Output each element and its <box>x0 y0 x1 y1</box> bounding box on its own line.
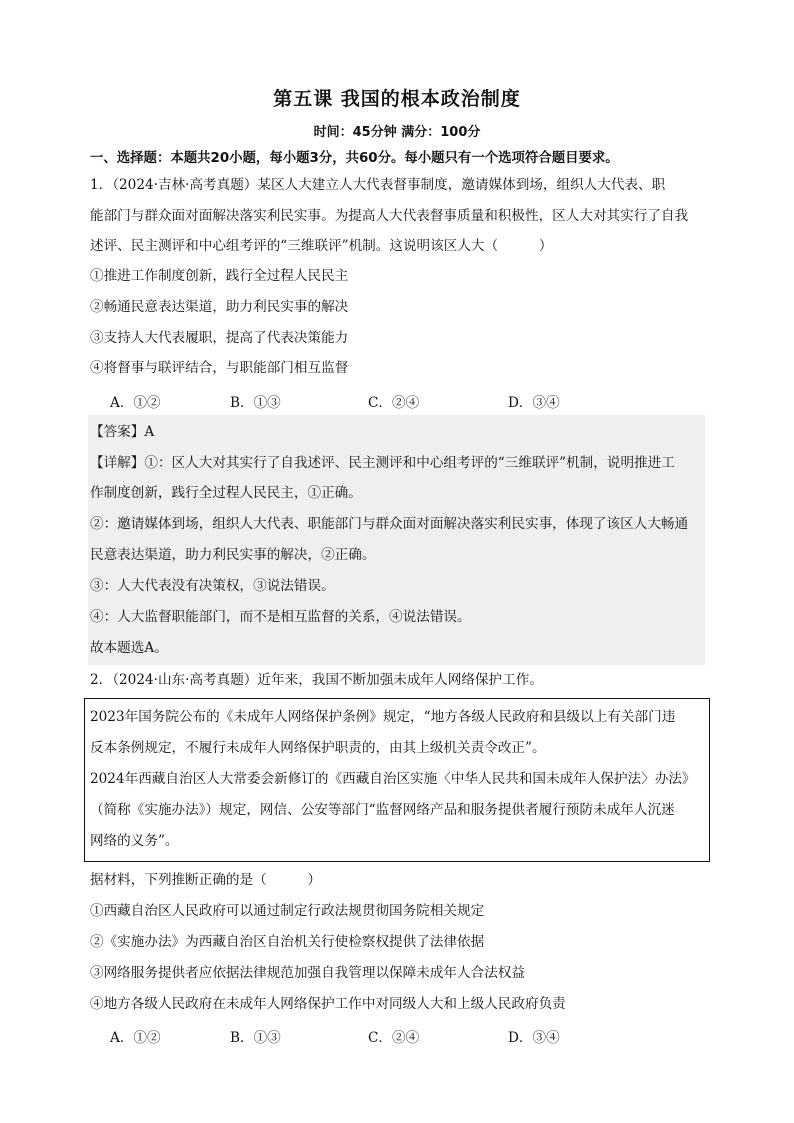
q2-question: 据材料，下列推断正确的是（ ） <box>90 872 322 888</box>
q1-analysis-line: 民意表达渠道，助力利民实事的解决，②正确。 <box>90 547 376 563</box>
q1-item: ④将督事与联评结合，与职能部门相互监督 <box>90 360 349 376</box>
q1-analysis-line: 作制度创新，践行全过程人民民主，①正确。 <box>90 485 362 501</box>
q1-option-b[interactable]: B．①③ <box>230 395 281 411</box>
q2-option-b[interactable]: B．①③ <box>230 1030 281 1046</box>
q1-analysis-line: ③：人大代表没有决策权，③说法错误。 <box>90 578 335 594</box>
q2-material-line: 网络的义务”。 <box>90 833 179 849</box>
q1-analysis-line: 【详解】①：区人大对其实行了自我述评、民主测评和中心组考评的“三维联评”机制，说明推进工 <box>90 455 675 471</box>
q1-answer: 【答案】A <box>90 424 155 440</box>
q2-item: ②《实施办法》为西藏自治区自治机关行使检察权提供了法律依据 <box>90 934 485 950</box>
q1-option-c[interactable]: C．②④ <box>368 395 420 411</box>
q1-stem-line: 能部门与群众面对面解决落实利民实事。为提高人大代表督事质量和积极性，区人大对其实行了自我 <box>90 208 689 224</box>
q1-option-d[interactable]: D．③④ <box>508 395 560 411</box>
q2-option-a[interactable]: A．①② <box>110 1030 161 1046</box>
q1-option-a[interactable]: A．①② <box>110 395 161 411</box>
q2-option-d[interactable]: D．③④ <box>508 1030 560 1046</box>
q2-stem: 2．（2024·山东·高考真题）近年来，我国不断加强未成年人网络保护工作。 <box>90 672 543 688</box>
q2-item: ④地方各级人民政府在未成年人网络保护工作中对同级人大和上级人民政府负责 <box>90 996 566 1012</box>
q2-item: ①西藏自治区人民政府可以通过制定行政法规贯彻国务院相关规定 <box>90 903 485 919</box>
q1-analysis-line: 故本题选A。 <box>90 640 168 656</box>
q2-option-c[interactable]: C．②④ <box>368 1030 420 1046</box>
section-heading: 一、选择题：本题共20小题，每小题3分，共60分。每小题只有一个选项符合题目要求。 <box>90 151 619 166</box>
page-title: 第五课 我国的根本政治制度 <box>273 88 521 110</box>
q1-item: ①推进工作制度创新，践行全过程人民民主 <box>90 268 349 284</box>
q2-material-line: 反本条例规定，不履行未成年人网络保护职责的，由其上级机关责令改正”。 <box>90 740 546 756</box>
q1-item: ②畅通民意表达渠道，助力利民实事的解决 <box>90 299 349 315</box>
q1-stem-line: 述评、民主测评和中心组考评的“三维联评”机制。这说明该区人大（ ） <box>90 238 553 254</box>
q1-analysis-line: ②：邀请媒体到场，组织人大代表、职能部门与群众面对面解决落实利民实事，体现了该区人大畅通 <box>90 516 689 532</box>
q1-analysis-line: ④：人大监督职能部门，而不是相互监督的关系，④说法错误。 <box>90 609 471 625</box>
q1-stem-line: 1．（2024·吉林·高考真题）某区人大建立人大代表督事制度，邀请媒体到场，组织人大代表、职 <box>90 177 666 193</box>
q1-item: ③支持人大代表履职，提高了代表决策能力 <box>90 330 349 346</box>
q2-material-line: （简称《实施办法》）规定，网信、公安等部门“监督网络产品和服务提供者履行预防未成年人沉迷 <box>90 802 675 818</box>
q2-item: ③网络服务提供者应依据法律规范加强自我管理以保障未成年人合法权益 <box>90 965 525 981</box>
q2-material-line: 2024年西藏自治区人大常委会新修订的《西藏自治区实施〈中华人民共和国未成年人保护法〉办法》 <box>90 771 696 787</box>
q2-material-line: 2023年国务院公布的《未成年人网络保护条例》规定，“地方各级人民政府和县级以上有关部门违 <box>90 709 676 725</box>
exam-meta: 时间：45分钟 满分：100分 <box>313 125 481 140</box>
